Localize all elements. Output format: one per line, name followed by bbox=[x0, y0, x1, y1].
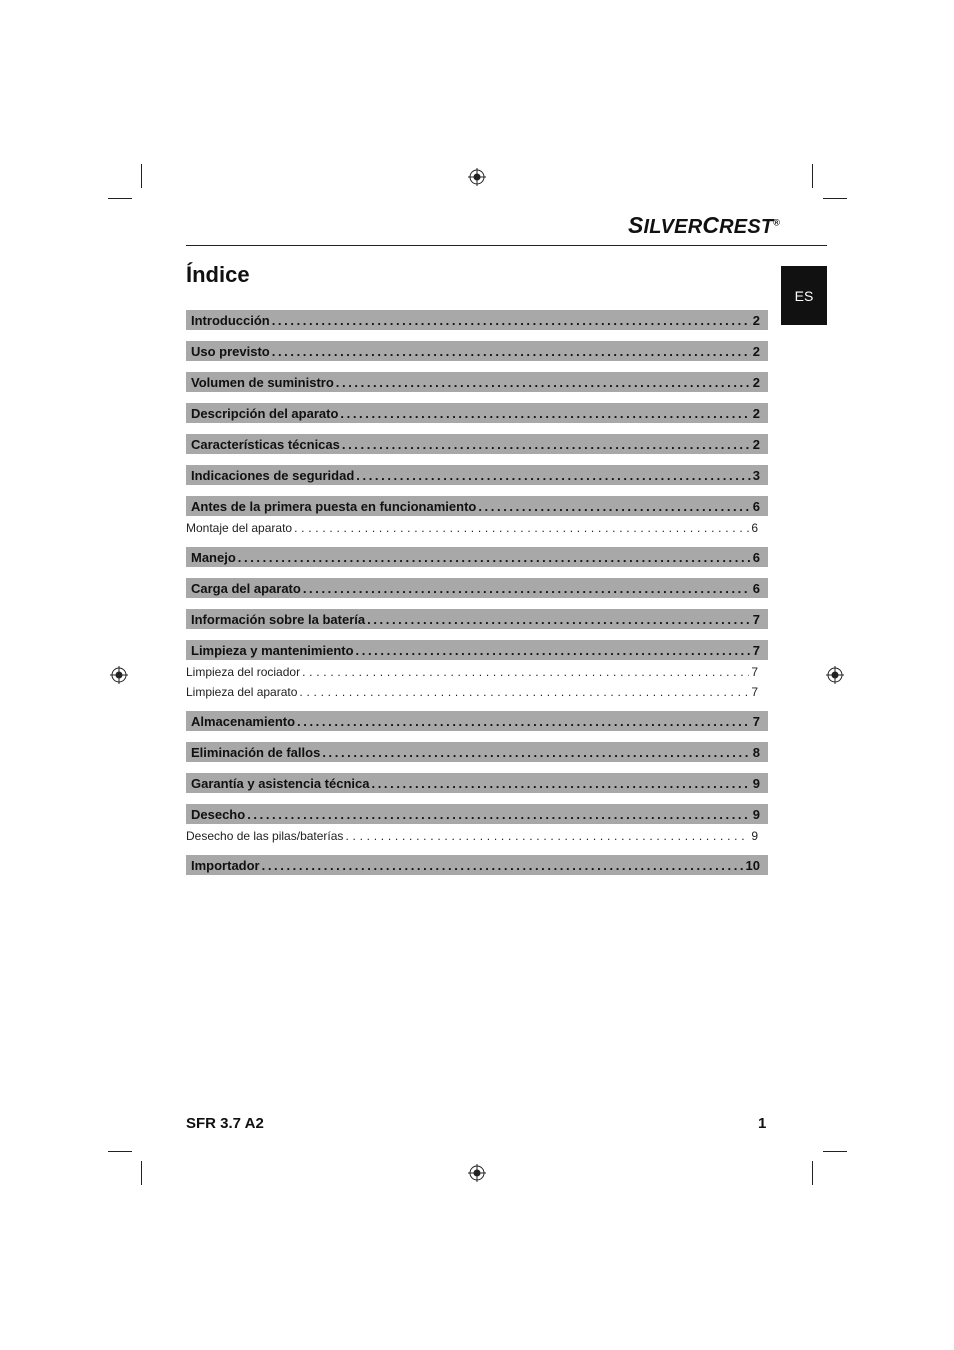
toc-entry-page: 2 bbox=[752, 343, 760, 359]
toc-leader-dots bbox=[247, 807, 751, 822]
toc-entry[interactable] bbox=[186, 341, 768, 361]
toc-leader-dots bbox=[297, 714, 751, 729]
language-tab: ES bbox=[781, 266, 827, 325]
crop-mark bbox=[812, 1161, 813, 1185]
toc-leader-dots bbox=[336, 375, 751, 390]
toc-entry-label: Antes de la primera puesta en funcionamiento bbox=[191, 498, 477, 514]
toc-entry-label: Almacenamiento bbox=[191, 713, 296, 729]
toc-leader-dots bbox=[345, 829, 749, 843]
toc-entry[interactable] bbox=[186, 310, 768, 330]
toc-subentry-label: Desecho de las pilas/baterías bbox=[186, 829, 344, 843]
toc-entry-label: Indicaciones de seguridad bbox=[191, 467, 355, 483]
registration-mark-icon bbox=[468, 168, 486, 186]
toc-subentry[interactable] bbox=[186, 662, 768, 682]
toc-subentry-page: 9 bbox=[751, 829, 758, 843]
crop-mark bbox=[823, 198, 847, 199]
toc-entry[interactable] bbox=[186, 804, 768, 824]
toc-entry[interactable] bbox=[186, 547, 768, 567]
toc-entry-label: Volumen de suministro bbox=[191, 374, 334, 390]
toc-leader-dots bbox=[272, 344, 751, 359]
table-of-contents bbox=[186, 310, 768, 886]
toc-leader-dots bbox=[262, 858, 744, 873]
toc-entry-page: 6 bbox=[752, 498, 760, 514]
toc-entry-page: 2 bbox=[752, 436, 760, 452]
toc-leader-dots bbox=[371, 776, 750, 791]
header-divider bbox=[186, 245, 827, 246]
toc-entry[interactable] bbox=[186, 403, 768, 423]
toc-leader-dots bbox=[367, 612, 751, 627]
toc-entry[interactable] bbox=[186, 855, 768, 875]
toc-entry[interactable] bbox=[186, 609, 768, 629]
toc-entry-label: Introducción bbox=[191, 312, 270, 328]
toc-entry-label: Información sobre la batería bbox=[191, 611, 366, 627]
toc-entry-page: 7 bbox=[752, 642, 760, 658]
toc-subentry[interactable] bbox=[186, 826, 768, 846]
toc-entry[interactable] bbox=[186, 578, 768, 598]
crop-mark bbox=[141, 1161, 142, 1185]
page-title: Índice bbox=[186, 262, 250, 287]
toc-entry-page: 8 bbox=[752, 744, 760, 760]
toc-entry-page: 10 bbox=[745, 857, 760, 873]
toc-entry[interactable] bbox=[186, 434, 768, 454]
toc-entry[interactable] bbox=[186, 496, 768, 516]
toc-leader-dots bbox=[299, 685, 749, 699]
brand-logo: SILVERCREST® bbox=[628, 212, 781, 238]
toc-entry-page: 7 bbox=[752, 611, 760, 627]
toc-entry[interactable] bbox=[186, 742, 768, 762]
toc-subentry-page: 7 bbox=[751, 665, 758, 679]
registration-mark-icon bbox=[110, 666, 128, 684]
toc-leader-dots bbox=[322, 745, 750, 760]
toc-leader-dots bbox=[356, 468, 750, 483]
toc-entry[interactable] bbox=[186, 773, 768, 793]
toc-leader-dots bbox=[294, 521, 749, 535]
toc-leader-dots bbox=[478, 499, 750, 514]
toc-entry-label: Importador bbox=[191, 857, 260, 873]
crop-mark bbox=[812, 164, 813, 188]
registration-mark-icon bbox=[468, 1164, 486, 1182]
toc-entry-label: Eliminación de fallos bbox=[191, 744, 321, 760]
crop-mark bbox=[108, 1151, 132, 1152]
toc-entry-label: Carga del aparato bbox=[191, 580, 301, 596]
toc-subentry-page: 7 bbox=[751, 685, 758, 699]
toc-leader-dots bbox=[272, 313, 751, 328]
crop-mark bbox=[823, 1151, 847, 1152]
toc-entry[interactable] bbox=[186, 465, 768, 485]
crop-mark bbox=[141, 164, 142, 188]
toc-subentry-label: Limpieza del aparato bbox=[186, 685, 298, 699]
toc-entry-label: Uso previsto bbox=[191, 343, 270, 359]
toc-leader-dots bbox=[340, 406, 750, 421]
toc-entry-label: Garantía y asistencia técnica bbox=[191, 775, 370, 791]
toc-entry-page: 9 bbox=[752, 775, 760, 791]
toc-entry-label: Manejo bbox=[191, 549, 236, 565]
toc-entry[interactable] bbox=[186, 372, 768, 392]
registration-mark-icon bbox=[826, 666, 844, 684]
toc-entry-label: Características técnicas bbox=[191, 436, 340, 452]
toc-entry-page: 3 bbox=[752, 467, 760, 483]
toc-entry-page: 6 bbox=[752, 580, 760, 596]
toc-entry[interactable] bbox=[186, 640, 768, 660]
toc-subentry-page: 6 bbox=[751, 521, 758, 535]
footer-page-number: 1 bbox=[758, 1115, 767, 1132]
toc-entry-label: Descripción del aparato bbox=[191, 405, 339, 421]
toc-entry-page: 9 bbox=[752, 806, 760, 822]
toc-leader-dots bbox=[342, 437, 751, 452]
toc-subentry[interactable] bbox=[186, 518, 768, 538]
toc-leader-dots bbox=[302, 665, 749, 679]
footer-model-number: SFR 3.7 A2 bbox=[186, 1115, 264, 1132]
crop-mark bbox=[108, 198, 132, 199]
toc-entry-page: 2 bbox=[752, 312, 760, 328]
toc-entry-label: Limpieza y mantenimiento bbox=[191, 642, 354, 658]
toc-entry[interactable] bbox=[186, 711, 768, 731]
toc-entry-page: 2 bbox=[752, 374, 760, 390]
toc-entry-page: 2 bbox=[752, 405, 760, 421]
toc-leader-dots bbox=[303, 581, 751, 596]
toc-leader-dots bbox=[356, 643, 751, 658]
toc-leader-dots bbox=[238, 550, 751, 565]
toc-entry-page: 6 bbox=[752, 549, 760, 565]
toc-entry-label: Desecho bbox=[191, 806, 246, 822]
toc-subentry[interactable] bbox=[186, 682, 768, 702]
toc-entry-page: 7 bbox=[752, 713, 760, 729]
toc-subentry-label: Montaje del aparato bbox=[186, 521, 293, 535]
toc-subentry-label: Limpieza del rociador bbox=[186, 665, 301, 679]
